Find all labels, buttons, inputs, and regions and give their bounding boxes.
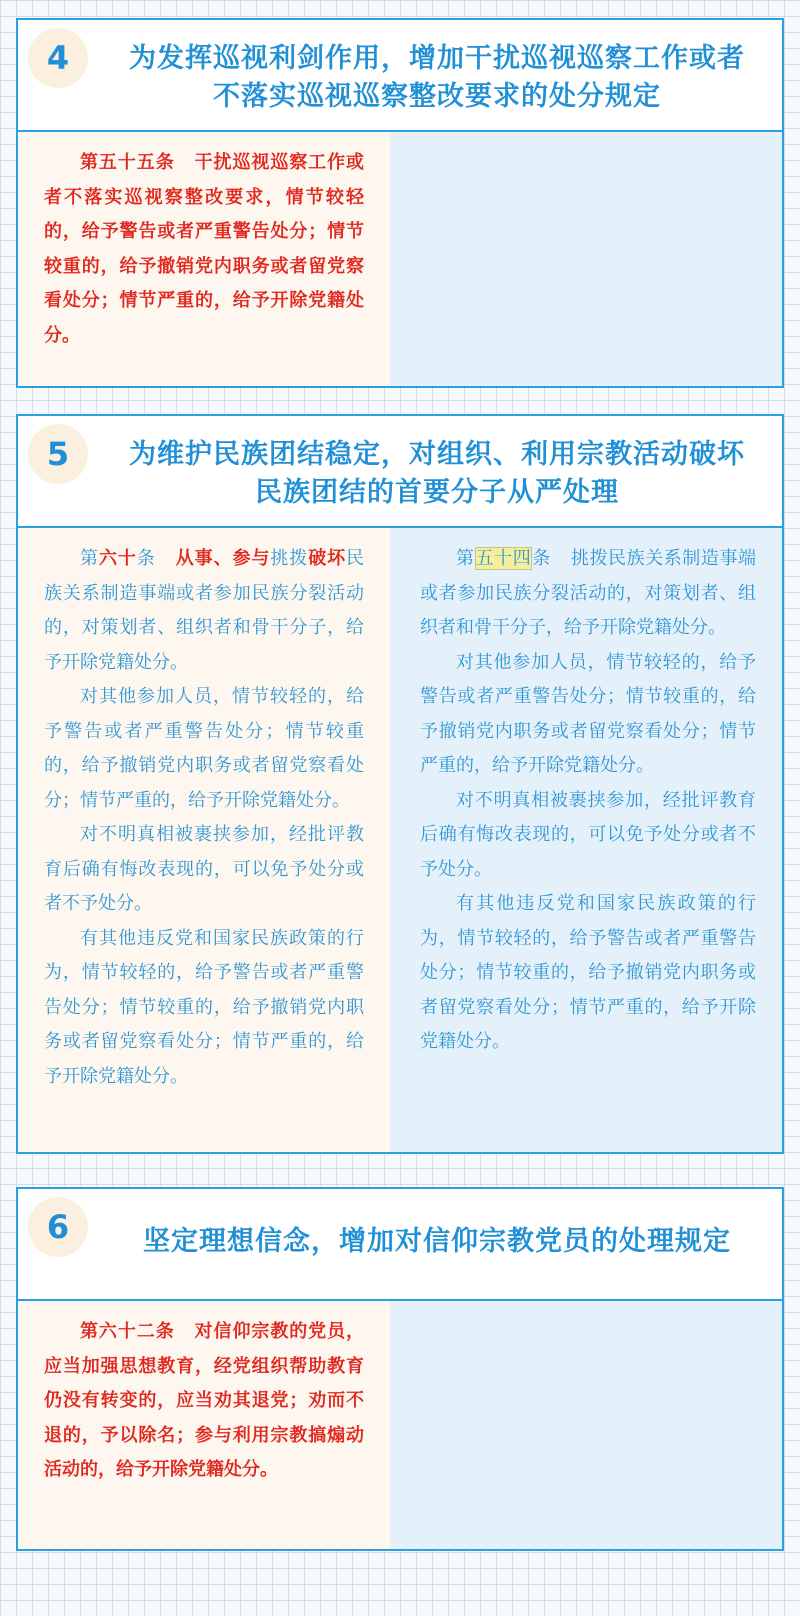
article-paragraph-1: 第六十条 从事、参与挑拨破坏民族关系制造事端或者参加民族分裂活动的，对策划者、组织者和骨干分子，给予开除党籍处分。: [44, 548, 365, 673]
section-header: [18, 20, 782, 132]
section-number: 5: [28, 424, 88, 484]
section-title: [106, 1223, 768, 1261]
article-paragraph-3: 对不明真相被裹挟参加，经批评教育后确有悔改表现的，可以免予处分或者不予处分。: [44, 824, 364, 914]
section-5: [16, 414, 784, 1154]
section-title: [106, 40, 768, 116]
title-line-1: 为发挥巡视利剑作用，增加干扰巡视巡察工作或者: [129, 43, 745, 74]
added-text: 从事、参与: [175, 548, 271, 569]
title-line-2: 民族团结的首要分子从严处理: [255, 477, 619, 508]
new-rule-column: [18, 132, 390, 386]
article-paragraph-2: 对其他参加人员，情节较轻的，给予警告或者严重警告处分；情节较重的，给予撤销党内职务或者留党察看处分；情节严重的，给予开除党籍处分。: [44, 686, 364, 811]
new-rule-column: [18, 1301, 390, 1549]
article-text: 干扰巡视巡察工作或者不落实巡视察整改要求，情节较轻的，给予警告或者严重警告处分；情节较重的，给予撤销党内职务或者留党察看处分；情节严重的，给予开除党籍处分。: [44, 152, 365, 346]
old-rule-column: [390, 528, 782, 1152]
article-label: 第五十五条: [80, 152, 175, 173]
section-title: [106, 436, 768, 512]
section-body: [18, 132, 782, 386]
article-text: 对信仰宗教的党员，应当加强思想教育，经党组织帮助教育仍没有转变的，应当劝其退党；劝而不退的，予以除名；参与利用宗教搞煽动活动的，给予开除党籍处分。: [44, 1321, 365, 1480]
section-number: 6: [28, 1197, 88, 1257]
article-paragraph: [44, 1315, 364, 1488]
article-paragraph-4: 有其他违反党和国家民族政策的行为，情节较轻的，给予警告或者严重警告处分；情节较重的，给予撤销党内职务或者留党察看处分；情节严重的，给予开除党籍处分。: [44, 927, 364, 1087]
old-rule-column: [390, 132, 782, 386]
title-line-2: 不落实巡视巡察整改要求的处分规定: [213, 81, 661, 112]
section-4: [16, 18, 784, 388]
section-header: [18, 416, 782, 528]
article-paragraph-4: 有其他违反党和国家民族政策的行为，情节较轻的，给予警告或者严重警告处分；情节较重的，给予撤销党内职务或者留党察看处分；情节严重的，给予开除党籍处分。: [420, 893, 756, 1052]
new-rule-column: [18, 528, 390, 1152]
article-paragraph-3: 对不明真相被裹挟参加，经批评教育后确有悔改表现的，可以免予处分或者不予处分。: [420, 789, 756, 880]
added-text: 破坏: [308, 548, 347, 569]
article-number: 六十: [98, 548, 137, 569]
article-paragraph-1: 第五十四条 挑拨民族关系制造事端或者参加民族分裂活动的，对策划者、组织者和骨干分子，给予开除党籍处分。: [420, 548, 757, 638]
section-6: [16, 1187, 784, 1551]
title-line-1: 为维护民族团结稳定，对组织、利用宗教活动破坏: [129, 439, 745, 470]
section-header: [18, 1189, 782, 1301]
section-body: [18, 528, 782, 1152]
old-rule-column: [390, 1301, 782, 1549]
section-number: 4: [28, 28, 88, 88]
article-paragraph-2: 对其他参加人员，情节较轻的，给予警告或者严重警告处分；情节较重的，给予撤销党内职务或者留党察看处分；情节严重的，给予开除党籍处分。: [420, 651, 756, 776]
article-number-highlight: 五十四: [475, 548, 532, 569]
article-paragraph: [44, 146, 364, 353]
article-label: 第六十二条: [80, 1321, 175, 1342]
section-body: [18, 1301, 782, 1549]
title-line-1: 坚定理想信念，增加对信仰宗教党员的处理规定: [143, 1226, 731, 1257]
